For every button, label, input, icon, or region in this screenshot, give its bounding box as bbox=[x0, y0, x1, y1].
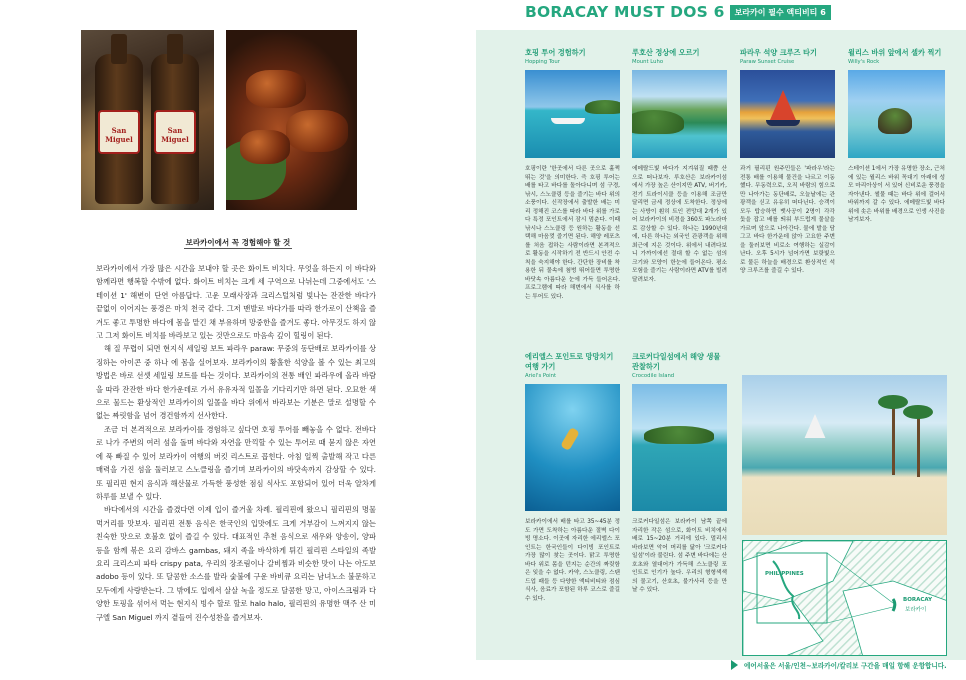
boracay-map bbox=[742, 540, 947, 656]
paragraph: 바다에서의 시간을 즐겼다면 이제 입이 즐거울 차례. 필리핀에 왔으니 필리핀의 명물 먹거리를 맛보자. 필리핀 전통 음식은 한국인의 입맛에도 크게 거부감이 느껴지지 않는 친숙한 맛으로 호불호 없이 즐길 수 있다. 대표적인 추천 음식으로 새우와 양송이, 양파 등을 함께 볶은 요리 감바스 gambas, 돼지 족을 바삭하게 튀긴 필리핀 스타일의 족발 요리 크리스피 파타 crispy pata, 우리의 장조림이나 갈비찜과 비슷한 맛이 나는 아도보 adobo 등이 있다. 또 달콤한 소스를 발라 숯불에 구운 바비큐 요리는 남녀노소 불문하고 모두에게 사랑받는다. 그 밖에도 입에서 살살 녹을 정도로 달콤한 망고, 아이스크림과 다양한 토핑을 섞어서 먹는 현지식 빙수 할로 할로 halo halo, 필리핀의 유명한 맥주 산 미구엘 San Miguel 까지 곁들여 진수성찬을 즐겨보자. bbox=[96, 505, 376, 622]
footer-note: 에어서울은 서울/인천~보라카이/칼리보 구간을 매일 항해 운항합니다. bbox=[731, 660, 947, 670]
paragraph: 해 질 무렵이 되면 현지식 세일링 보트 파라우 paraw: 무중의 동단배로 보라카이를 상징하는 아이콘 중 하나 에 몸을 실어보자. 보라카이의 황홀한 석양을 볼 수 있는 최고의 방법은 바로 선셋 세일링 보트를 타는 것이다. 보라카이의 전통 배인 파라우에 올라 바람을 따라 잔잔한 바다 한가운데로 가서 유유자적 일몰을 기다리기만 하면 된다. 오묘한 색으로 물드는 환상적인 보라카이의 일몰을 바다 위에서 바라보는 기분은 말로 설명할 수 없는 짜릿함을 넘어 경건함까지 선사한다. bbox=[96, 344, 376, 421]
card-title: 호핑 투어 경험하기 bbox=[525, 48, 586, 57]
section-caption: 보라카이에서 꼭 경험해야 할 것 bbox=[185, 238, 291, 247]
sunset-cruise-photo bbox=[740, 70, 835, 158]
willys-rock-photo bbox=[848, 70, 945, 158]
hopping-tour-photo bbox=[525, 70, 620, 158]
paragraph: 조금 더 본격적으로 보라카이를 경험하고 싶다면 호핑 투어를 빼놓을 수 없다. 전바다로 나가 주변의 여러 섬을 돌며 바다와 자연을 만끽할 수 있는 투어로 때 묻지 않은 자연에 푹 빠질 수 있어 보라카이 여행의 버킷 리스트로 꼽힌다. 아침 일찍 출발해 작고 다른 매력을 가진 섬을 둘러보고 스노클링을 즐기며 보라카이의 바닷속까지 감상할 수 있다. 또 필리핀 현지 음식과 해산물로 가득한 풍성한 점심 식사도 포함되어 있어 더욱 알차게 하루를 보낼 수 있다. bbox=[96, 424, 376, 501]
activity-card-paraw bbox=[740, 48, 835, 276]
right-page bbox=[476, 0, 966, 680]
beach-photo bbox=[742, 375, 947, 535]
card-description: 에메랄드빛 바다가 지겨워질 때쯤 산으로 떠나보자. 루호산은 보라카이섬에서 가장 높은 산이지만 ATV, 버기카, 전기 트라이시클 등을 이용해 조금만 달리면 금세 정상에 도착한다. 정상에는 사방이 훤히 트인 전망대 2개가 있어 보라카이의 비경을 360도 파노라마로 감상할 수 있다. 하나는 1990년대에, 다른 하나는 외국인 관광객을 위해 최근에 지은 것이다. 위에서 내려다보니 가까이에선 절대 할 수 없는 섬의 크기와 모양이 한눈에 들어온다. 평소 모험을 즐기는 사람이라면 ATV를 빌려 달려보자. bbox=[632, 166, 728, 283]
map-label-philippines: PHILIPPINES bbox=[765, 571, 804, 577]
card-subtitle: Ariel's Point bbox=[525, 373, 557, 379]
card-subtitle: Willy's Rock bbox=[848, 59, 880, 65]
grilled-food-photo bbox=[226, 30, 357, 210]
activity-card-ariels-point bbox=[525, 352, 620, 603]
mount-luho-photo bbox=[632, 70, 727, 158]
map-label-boracay: BORACAY bbox=[903, 597, 933, 603]
article-body bbox=[96, 262, 376, 624]
activity-card-luho bbox=[632, 48, 727, 284]
page-title-ko: 보라카이 필수 액티비티 6 bbox=[730, 5, 831, 20]
card-subtitle: Crocodile Island bbox=[632, 373, 675, 379]
beer-photo bbox=[81, 30, 214, 210]
activity-card-hopping bbox=[525, 48, 620, 301]
activity-card-crocodile-island bbox=[632, 352, 727, 595]
ariels-point-photo bbox=[525, 384, 620, 511]
paragraph: 보라카이에서 가장 많은 시간을 보내야 할 곳은 화이트 비치다. 무엇을 하든지 이 바다와 함께라면 행복할 수밖에 없다. 화이트 비치는 크게 세 구역으로 나뉘는데 그중에서도 '스테이션 1' 해변이 단연 아름답다. 고운 모래사장과 크리스털처럼 빛나는 잔잔한 바다가 끝없이 이어지는 풍경은 마치 천국 같다. 그저 맨발로 바다가를 따라 한가로이 산책을 즐겨도 좋고 투명한 바다에 몸을 맡긴 채 부유하며 망중한을 즐겨도 좋다. 아무것도 하지 않고 그저 화이트 비치를 바라보고 있는 것만으로도 마음속 깊이 힐링이 된다. bbox=[96, 264, 376, 341]
card-subtitle: Hopping Tour bbox=[525, 59, 560, 65]
card-description: 호핑이란 '한곳에서 다른 곳으로 훌쩍 뛰는 것'을 의미한다. 즉 호핑 투어는 배를 타고 바다를 돌아다니며 섬 구경, 낚시, 스노클링 등을 즐기는 바다 위의 소풍이다. 신작장에서 출발한 배는 미리 정해진 코스를 따라 바다 위를 가로다 특정 포인트에서 잠시 멈춘다. 이때 낚시나 스노클링 등 원하는 활동을 선택해 마음껏 즐기면 된다. 해양 레포츠를 처음 접하는 사람이라면 본격적으로 활동을 시작하기 전 반드시 안전 수칙을 숙지해야 한다. 간단한 장비를 착용한 뒤 물속에 첨벙 뛰어들면 투명한 바닷속 아름다운 눈에 가득 들어온다. 프로그램에 따라 해변에서 식사를 하는 투어도 있다. bbox=[525, 166, 620, 300]
card-subtitle: Mount Luho bbox=[632, 59, 664, 65]
page-title-en: BORACAY MUST DOS 6 bbox=[525, 3, 725, 21]
map-label-boracay-ko: 보라카이 bbox=[905, 607, 927, 613]
activities-panel bbox=[476, 30, 966, 660]
crocodile-island-photo bbox=[632, 384, 727, 511]
card-title: 루호산 정상에 오르기 bbox=[632, 48, 700, 57]
card-description: 스테이션 1에서 가장 유명한 장소, 근처에 있는 윌리스 바위 꼭대기 아래에 성모 마리아상이 서 있어 신비로운 풍경을 자아낸다. 썰물 때는 바다 위에 걸어서 바위까지 갈 수 있다. 에메랄드빛 바다 위에 솟은 바위를 배경으로 인생 사진을 남겨보자. bbox=[848, 166, 945, 223]
beer-bottle-right: San Miguel bbox=[151, 54, 199, 204]
activity-card-willys-rock bbox=[848, 48, 945, 225]
card-description: 과거 필리핀 원주민들은 '파라우'라는 전통 배를 이용해 물건을 나르고 이동했다. 무동력으로, 오직 바람의 힘으로만 나아가는 동단배로, 오늘날에는 관광객을 싣고 유유히 떠다닌다. 승객이 모두 탑승하면 뱃사공이 2명이 각각 돛을 잡고 배를 띄워 부드럽게 물살을 가르며 앞으로 나아간다. 물에 발을 담그고 바다 한가운데 앉아 고요한 주변을 둘러보면 비로소 여행하는 실감이 난다. 오후 5시가 넘어가면 보랏빛으로 물든 하늘을 배경으로 환상적인 석양 크루즈를 즐길 수 있다. bbox=[740, 166, 835, 274]
card-title: 파라우 석양 크루즈 타기 bbox=[740, 48, 817, 57]
card-title: 윌리스 바위 앞에서 셀카 찍기 bbox=[848, 48, 942, 57]
card-title: 에리엘스 포인트로 망망치기 여행 가기 bbox=[525, 352, 614, 371]
left-page bbox=[0, 0, 476, 680]
card-title: 크로커다일섬에서 해양 생물 관찰하기 bbox=[632, 352, 721, 371]
page-title bbox=[525, 1, 831, 23]
card-subtitle: Paraw Sunset Cruise bbox=[740, 59, 795, 65]
card-description: 보라카이에서 배를 타고 35~45분 정도 가면 도착하는 아름다운 절벽 다이빙 명소다. 이곳에 자리한 에리엘스 포인트는 한국인들이 다이빙 포인트로 가장 많이 찾는 곳이다. 맑고 투명한 바다 위로 몸을 던지는 순간의 짜릿함은 잊을 수 없다. 카약, 스노클링, 스탠드업 패들 등 다양한 액티비티와 점심 식사, 음료가 포함된 하루 코스로 즐길 수 있다. bbox=[525, 519, 620, 602]
arrow-icon bbox=[731, 660, 738, 670]
card-description: 크로커다일섬은 보라카이 남쪽 끝에 자리한 작은 섬으로, 화이트 비치에서 배로 15~20분 거리에 있다. 멀리서 바라보면 악어 머리를 닮아 '크로커다일섬'이라 불린다. 섬 주변 바다에는 산호초와 열대어가 가득해 스노클링 포인트로 인기가 높다. 우리의 형형색색의 물고기, 산호초, 불가사리 등을 만날 수 있다. bbox=[632, 519, 727, 593]
beer-bottle-left: San Miguel bbox=[95, 54, 143, 204]
